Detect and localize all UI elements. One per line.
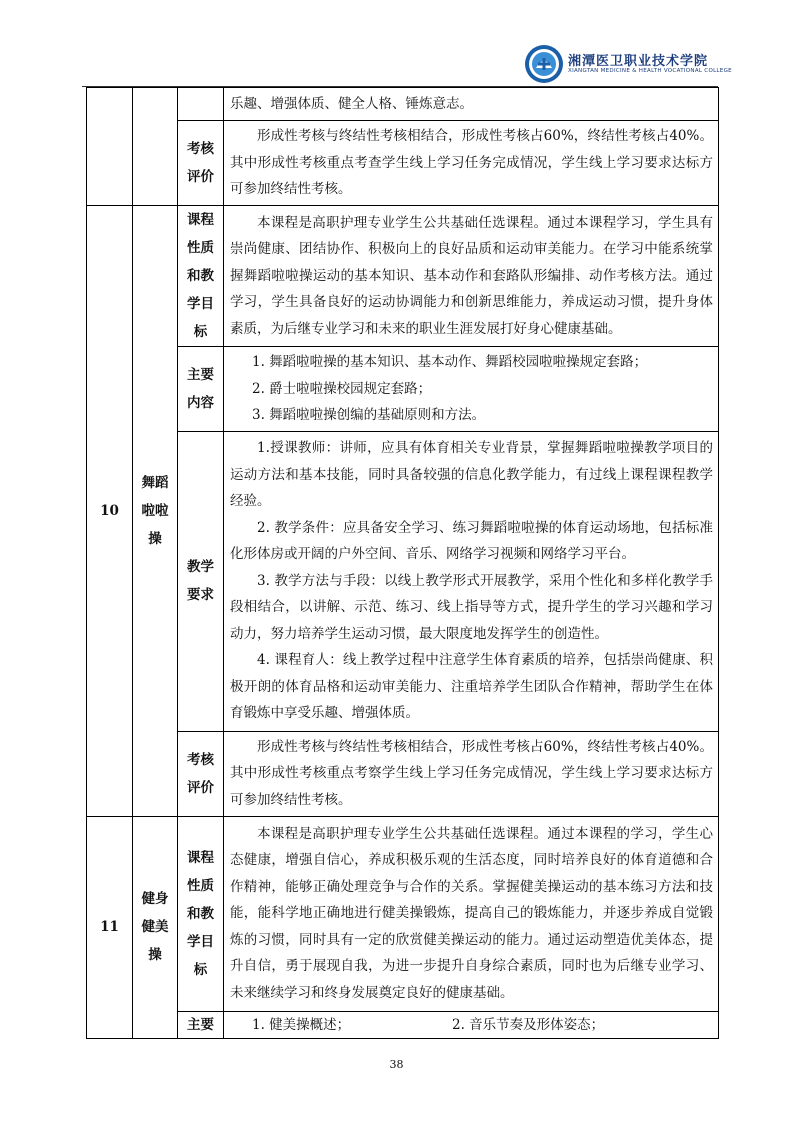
goal-text: 本课程是高职护理专业学生公共基础任选课程。通过本课程的学习，学生心态健康，增强自信心，养成积极乐观的生活态度，同时培养良好的体育道德和合作精神，能够正确处理竞争与合作的关系。掌握健美操运动的基本练习方法和技能，能科学地正确地进行健美操锻炼，提高自己的锻炼能力，并逐步养成自觉锻炼的习惯，同时具有一定的欣赏健美操运动的能力。通过运动塑造优美体态，提升自信，勇于展现自我，为进一步提升自身综合素质，同时也为后继专业学习、未来继续学习和终身发展奠定良好的健康基础。 [230,825,713,1001]
course-number: 11 [87,816,133,1038]
page-number: 38 [389,1058,404,1071]
assessment-text: 形成性考核与终结性考核相结合，形成性考核占60%，终结性考核占40%。其中形成性考核重点考查学生线上学习任务完成情况，学生线上学习要求达标方可参加终结性考核。 [230,128,713,198]
table-row [87,347,719,432]
list-item: 2. 爵士啦啦操校园规定套路； [252,380,432,397]
table-row [87,1011,719,1038]
row-content [224,1011,719,1038]
table-row [87,816,719,1011]
college-name-cn: 湘潭医卫职业技术学院 [568,54,709,69]
row-content [224,347,719,432]
table-row [87,731,719,816]
course-name: 舞蹈 啦啦 操 [133,206,178,817]
row-label: 课程 性质 和教 学目 标 [178,816,224,1011]
row-label: 主要 内容 [178,347,224,432]
course-number: 10 [87,206,133,817]
row-label: 主要 [178,1011,224,1038]
continued-text: 乐趣、增强体质、健全人格、锤炼意志。 [230,95,473,112]
course-number-cell [87,88,133,206]
row-label: 考核 评价 [178,731,224,816]
list-item: 2. 音乐节奏及形体姿态； [452,1016,605,1033]
row-content [224,431,719,731]
goal-text: 本课程是高职护理专业学生公共基础任选课程。通过本课程学习，学生具有崇尚健康、团结协作、积极向上的良好品质和运动审美能力。在学习中能系统掌握舞蹈啦啦操运动的基本知识、基本动作和套路队形编排、动作考核方法。通过学习，学生具备良好的运动协调能力和创新思维能力，养成运动习惯，提升身体素质，为后继专业学习和未来的职业生涯发展打好身心健康基础。 [230,214,713,337]
list-item: 3. 舞蹈啦啦操创编的基础原则和方法。 [252,407,486,423]
row-label [178,88,224,121]
row-label: 考核 评价 [178,121,224,206]
course-name: 健身 健美 操 [133,816,178,1038]
table-row [87,121,719,206]
table-row [87,206,719,347]
table-row [87,88,719,121]
course-name-cell [133,88,178,206]
assessment-text: 形成性考核与终结性考核相结合，形成性考核占60%，终结性考核占40%。其中形成性考核重点考察学生线上学习任务完成情况，学生线上学习要求达标方可参加终结性考核。 [230,738,713,808]
row-content [224,816,719,1011]
course-table [86,87,719,1039]
row-content [224,731,719,816]
row-label: 课程 性质 和教 学目 标 [178,206,224,347]
requirement-para: 1.授课教师：讲师，应具有体育相关专业背景，掌握舞蹈啦啦操教学项目的运动方法和基本技能，同时具备较强的信息化教学能力，有过线上课程课程教学经验。 [230,440,713,510]
table-row [87,431,719,731]
college-name-en: XIANGTAN MEDICINE & HEALTH VOCATIONAL COLLEGE [568,68,732,74]
requirement-para: 3. 教学方法与手段：以线上教学形式开展教学，采用个性化和多样化教学手段相结合，以讲解、示范、练习、线上指导等方式，提升学生的学习兴趣和学习动力，努力培养学生运动习惯，最大限度地发挥学生的创造性。 [230,572,713,642]
college-seal-icon [524,44,564,84]
row-content [224,206,719,347]
college-logo [524,44,732,88]
list-item: 1. 舞蹈啦啦操的基本知识、基本动作、舞蹈校园啦啦操规定套路； [252,354,648,370]
row-content [224,121,719,206]
row-label: 教学 要求 [178,431,224,731]
list-item: 1. 健美操概述； [252,1016,351,1033]
requirement-para: 4. 课程育人：线上教学过程中注意学生体育素质的培养，包括崇尚健康、积极开朗的体育品格和运动审美能力、注重培养学生团队合作精神，帮助学生在体育锻炼中享受乐趣、增强体质。 [230,652,713,722]
row-content [224,88,719,121]
requirement-para: 2. 教学条件：应具备安全学习、练习舞蹈啦啦操的体育运动场地，包括标准化形体房或开阔的户外空间、音乐、网络学习视频和网络学习平台。 [230,519,713,563]
